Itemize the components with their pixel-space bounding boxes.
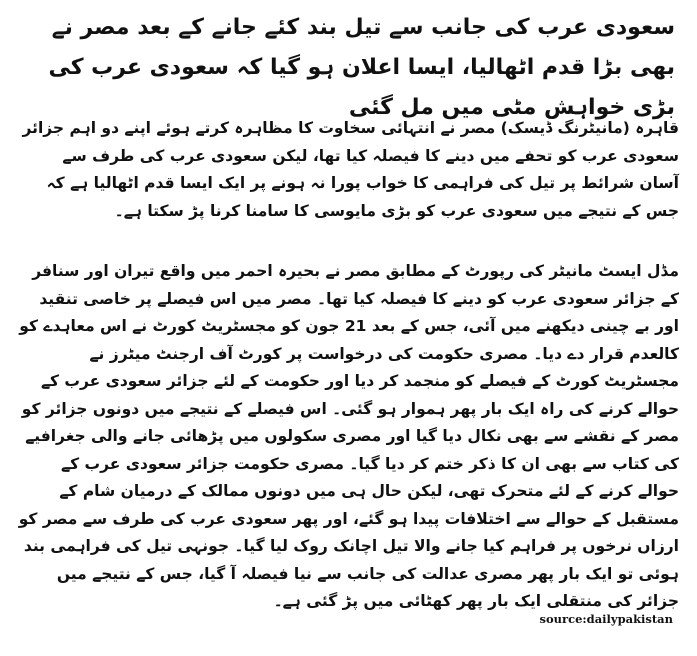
source-credit: source:dailypakistan — [539, 612, 673, 626]
article-paragraph-2: مڈل ایسٹ مانیٹر کی رپورٹ کے مطابق مصر نے بحیرہ احمر میں واقع تیران اور سنافر کے جزائر سعودی عرب کو دینے کا فیصلہ کیا تھا۔ مصر میں اس فیصلے پر خاصی تنقید اور بے چینی دیکھنے میں آئی، جس کے بعد 21 جون کو مجسٹریٹ کورٹ نے اس معاہدے کو کالعدم قرار دے دیا۔ مصری حکومت کی درخواست پر کورٹ آف ارجنٹ میٹرز نے مجسٹریٹ کورٹ کے فیصلے کو منجمد کر دیا اور حکومت کے لئے جزائر سعودی عرب کے حوالے کرنے کی راہ ایک بار پھر ہموار ہو گئی۔ اس فیصلے کے نتیجے میں دونوں جزائر کو مصر کے نقشے سے بھی نکال دیا گیا اور مصری سکولوں میں پڑھائی جانے والی جغرافیے کی کتاب سے بھی ان کا ذکر ختم کر دیا گیا۔ مصری حکومت جزائر سعودی عرب کے حوالے کرنے کے لئے متحرک تھی، لیکن حال ہی میں دونوں ممالک کے درمیان شام کے مستقبل کے حوالے سے اختلافات پیدا ہو گئے، اور پھر سعودی عرب کی طرف سے مصر کو ارزاں نرخوں پر فراہم کیا جانے والا تیل اچانک روک لیا گیا۔ جونہی تیل کی فراہمی بند ہوئی تو ایک بار پھر مصری عدالت کی جانب سے نیا فیصلہ آ گیا، جس کے نتیجے میں جزائر کی منتقلی ایک بار پھر کھٹائی میں پڑ گئی ہے۔ — [18, 262, 679, 610]
article-headline: سعودی عرب کی جانب سے تیل بند کئے جانے کے بعد مصر نے بھی بڑا قدم اٹھالیا، ایسا اعلان ہو گیا کہ سعودی عرب کی بڑی خواہش مٹی میں مل گئی — [48, 15, 675, 120]
article-paragraph-1: قاہرہ (مانیٹرنگ ڈیسک) مصر نے انتہائی سخاوت کا مظاہرہ کرتے ہوئے اپنے دو اہم جزائر سعودی عرب کو تحفے میں دینے کا فیصلہ کیا تھا، لیکن سعودی عرب کی طرف سے آسان شرائط پر تیل کی فراہمی کا خواب پورا نہ ہونے پر ایک ایسا قدم اٹھالیا ہے کہ جس کے نتیجے میں سعودی عرب کو بڑی مایوسی کا سامنا کرنا پڑ سکتا ہے۔ — [22, 119, 679, 220]
